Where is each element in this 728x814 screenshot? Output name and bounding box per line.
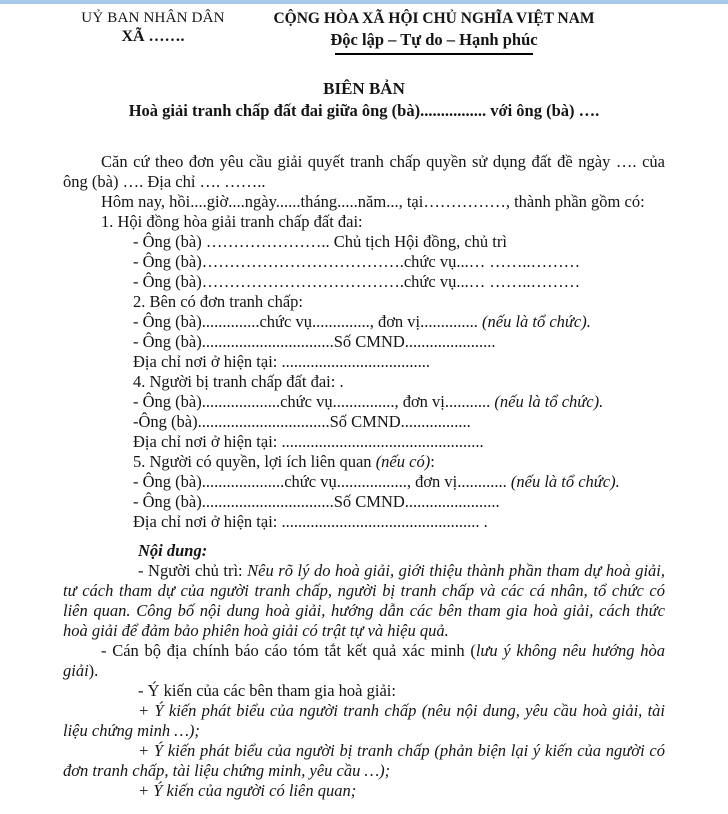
row-note-italic: (nếu là tổ chức).: [482, 312, 591, 331]
row-note-italic: (nếu là tổ chức).: [494, 392, 604, 411]
section-4-row: -Ông (bà)................................Số CMND.................: [133, 412, 471, 431]
section-1-row: - Ông (bà)……………………………….chức vụ...… ……..………: [133, 272, 581, 291]
document-header: [0, 4, 728, 55]
noi-dung-heading: Nội dung:: [138, 541, 208, 560]
section-5-heading: [63, 452, 665, 472]
heading-colon: :: [430, 452, 435, 471]
section-1-heading: 1. Hội đồng hòa giải tranh chấp đất đai:: [101, 212, 363, 231]
row-note-italic: (nếu là tổ chức).: [510, 472, 620, 491]
document-title-block: [0, 79, 728, 121]
paragraph-hom-nay: Hôm nay, hồi....giờ....ngày......tháng.....năm..., tại……………, thành phần gồm có:: [101, 192, 645, 211]
paragraph-can-bo-dia-chinh: [63, 641, 665, 681]
section-1-row: - Ông (bà)……………………………….chức vụ...… ……..………: [133, 252, 581, 271]
y-kien-item: + Ý kiến của người có liên quan;: [138, 781, 357, 800]
section-5-row: - Ông (bà)................................Số CMND.......................: [133, 492, 500, 511]
y-kien-heading: - Ý kiến của các bên tham gia hoà giải:: [138, 681, 396, 700]
heading-text: 5. Người có quyền, lợi ích liên quan: [133, 452, 376, 471]
section-4-heading: 4. Người bị tranh chấp đất đai: .: [133, 372, 344, 391]
chu-tri-guidance-italic: Nêu rõ lý do hoà giải, giới thiệu thành phần tham dự hoà giải, tư cách tham dự của người tranh chấp, người bị tranh chấp và các cá nhân, tổ chức có liên quan. Công bố nội dung hoà giải, hướng dẫn các bên tham gia hoà giải, cách thức hoà giải để đảm bảo phiên hoà giải có trật tự và hiệu quả.: [63, 561, 666, 640]
section-2-row: Địa chỉ nơi ở hiện tại: ....................................: [133, 352, 430, 371]
chu-tri-label: - Người chủ trì:: [138, 561, 248, 580]
can-bo-note-italic: lưu ý không nêu hướng hòa giải: [63, 641, 666, 680]
section-2-heading: 2. Bên có đơn tranh chấp:: [133, 292, 304, 311]
section-2-row: [63, 312, 665, 332]
paragraph-nguoi-chu-tri: [63, 561, 665, 641]
can-bo-text: - Cán bộ địa chính báo cáo tóm tắt kết quả xác minh (: [101, 641, 476, 660]
national-motto: Độc lập – Tự do – Hạnh phúc: [330, 30, 538, 49]
document-body: [0, 152, 728, 801]
issuing-authority-block: [58, 10, 248, 55]
motto-underline: [335, 53, 533, 55]
row-text: - Ông (bà)...................chức vụ..............., đơn vị...........: [133, 392, 495, 411]
national-title: CỘNG HÒA XÃ HỘI CHỦ NGHĨA VIỆT NAM: [273, 10, 595, 27]
document-title: BIÊN BẢN: [323, 79, 405, 98]
heading-note-italic: (nếu có): [375, 452, 431, 471]
commune-name: XÃ …….: [121, 28, 185, 45]
paragraph-can-cu: Căn cứ theo đơn yêu cầu giải quyết tranh chấp quyền sử dụng đất đề ngày …. của ông (bà) …. Địa chỉ …. ……..: [63, 152, 665, 191]
can-bo-close: ).: [88, 661, 99, 680]
document-subtitle: Hoà giải tranh chấp đất đai giữa ông (bà)................ với ông (bà) ….: [128, 101, 600, 120]
y-kien-item: + Ý kiến phát biểu của người bị tranh chấp (phản biện lại ý kiến của người có đơn tranh chấp, tài liệu chứng minh, yêu cầu …);: [63, 741, 665, 780]
section-5-row: Địa chỉ nơi ở hiện tại: ................................................ .: [133, 512, 488, 531]
section-2-row: - Ông (bà)................................Số CMND......................: [133, 332, 496, 351]
row-text: - Ông (bà)....................chức vụ................., đơn vị............: [133, 472, 511, 491]
section-4-row: Địa chỉ nơi ở hiện tại: .................................................: [133, 432, 484, 451]
row-text: - Ông (bà)..............chức vụ.............., đơn vị..............: [133, 312, 482, 331]
section-5-row: [63, 472, 665, 492]
section-1-row: - Ông (bà) ………………….. Chủ tịch Hội đồng, chủ trì: [133, 232, 507, 251]
authority-name: UỶ BAN NHÂN DÂN: [81, 10, 225, 26]
section-4-row: [63, 392, 665, 412]
national-header-block: [248, 10, 620, 55]
y-kien-item: + Ý kiến phát biểu của người tranh chấp (nêu nội dung, yêu cầu hoà giải, tài liệu chứng minh …);: [63, 701, 665, 740]
